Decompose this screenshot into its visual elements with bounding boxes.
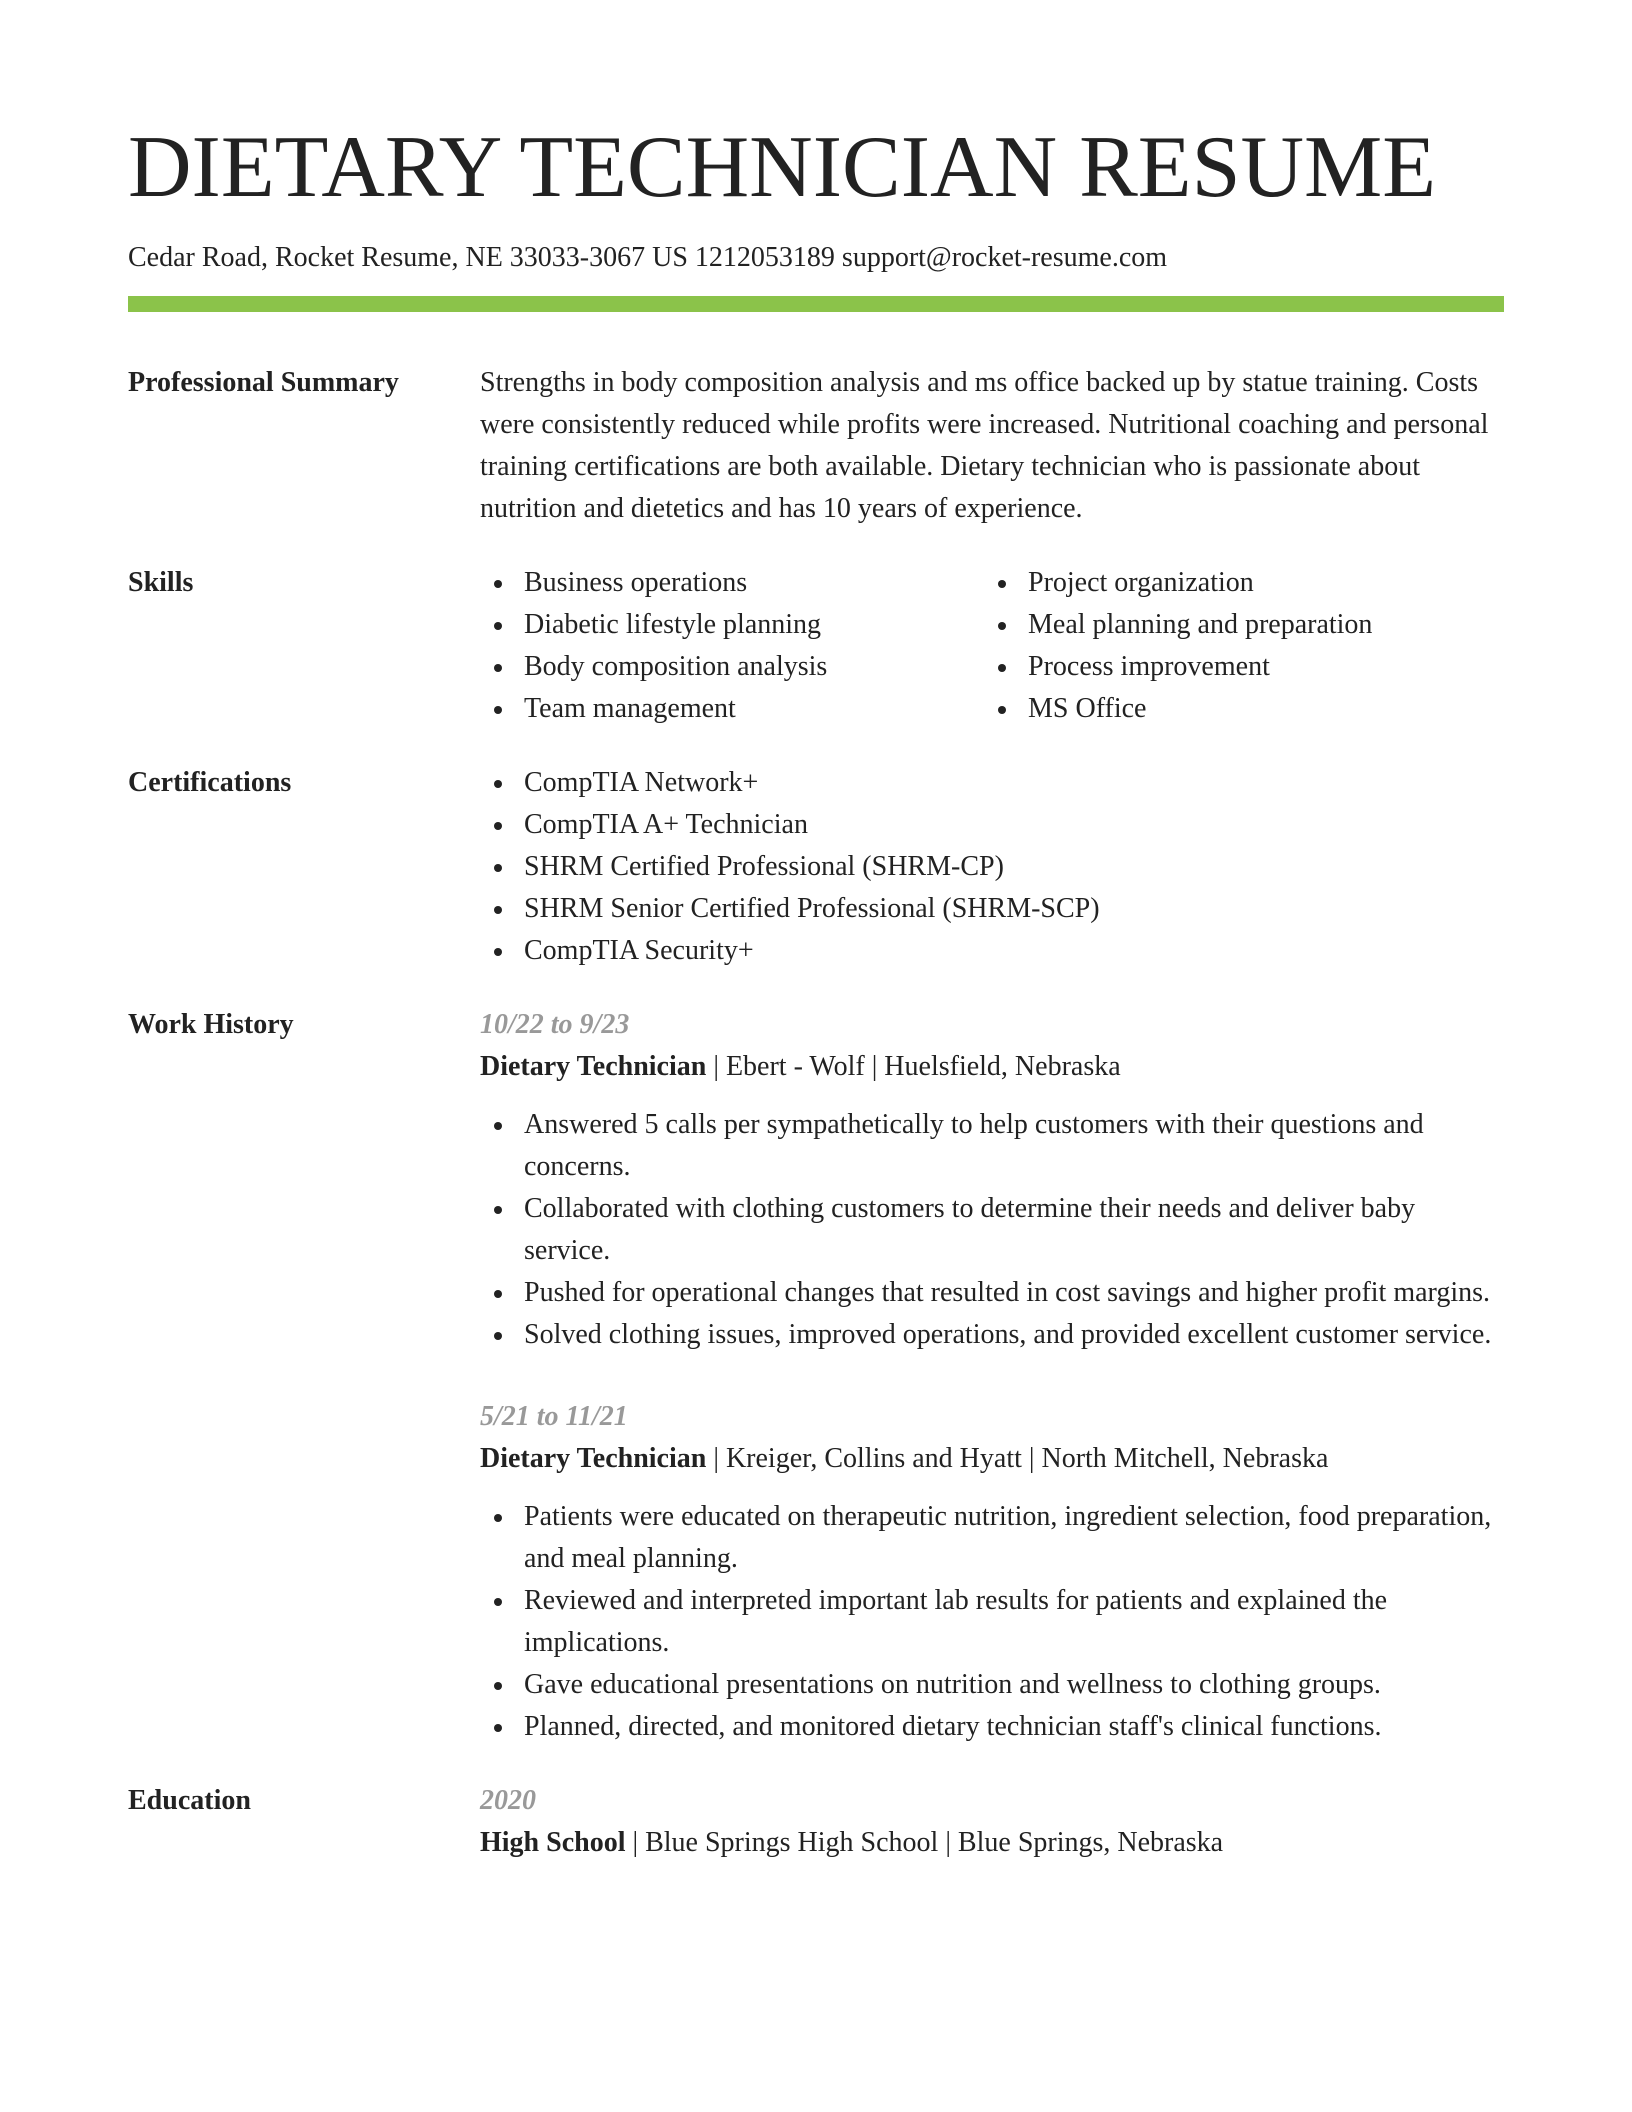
skill-item: Meal planning and preparation (984, 604, 1488, 646)
skill-item: Body composition analysis (480, 646, 984, 688)
job-duty-item: Answered 5 calls per sympathetically to help customers with their questions and concerns. (480, 1104, 1504, 1188)
job-duty-item: Patients were educated on therapeutic nutrition, ingredient selection, food preparation, and meal planning. (480, 1496, 1504, 1580)
education-section (128, 1780, 1504, 1864)
skill-item: MS Office (984, 688, 1488, 730)
education-label: Education (128, 1785, 251, 1816)
certifications-section (128, 762, 1504, 972)
job-duty-item: Pushed for operational changes that resulted in cost savings and higher profit margins. (480, 1272, 1504, 1314)
summary-text: Strengths in body composition analysis and ms office backed up by statue training. Costs were consistently reduced while profits were increased. Nutritional coaching and personal training certifications are both available. Dietary technician who is passionate about nutrition and dietetics and has 10 years of experience. (480, 367, 1489, 524)
summary-label: Professional Summary (128, 367, 399, 398)
job-duty-item: Collaborated with clothing customers to determine their needs and deliver baby service. (480, 1188, 1504, 1272)
education-degree: High School (480, 1827, 626, 1858)
certification-item: CompTIA Security+ (480, 930, 1504, 972)
job-dates: 5/21 to 11/21 (480, 1401, 628, 1432)
skill-item: Diabetic lifestyle planning (480, 604, 984, 646)
work-history-body (480, 1004, 1504, 1748)
work-history-section (128, 1004, 1504, 1748)
skills-column-right (984, 562, 1488, 730)
skill-item: Process improvement (984, 646, 1488, 688)
certification-item: SHRM Certified Professional (SHRM-CP) (480, 846, 1504, 888)
job-dates: 10/22 to 9/23 (480, 1009, 630, 1040)
job-duties-list (480, 1104, 1504, 1356)
accent-divider (128, 296, 1504, 312)
education-body (480, 1780, 1504, 1864)
job-duty-item: Reviewed and interpreted important lab results for patients and explained the implications. (480, 1580, 1504, 1664)
certification-item: CompTIA A+ Technician (480, 804, 1504, 846)
education-heading (480, 1822, 1504, 1864)
summary-section (128, 362, 1504, 530)
job-title: Dietary Technician (480, 1443, 707, 1474)
job-entry (480, 1004, 1504, 1356)
job-duty-item: Solved clothing issues, improved operations, and provided excellent customer service. (480, 1314, 1504, 1356)
job-duty-item: Planned, directed, and monitored dietary technician staff's clinical functions. (480, 1706, 1504, 1748)
job-duty-item: Gave educational presentations on nutrition and wellness to clothing groups. (480, 1664, 1504, 1706)
job-employer-location: | Ebert - Wolf | Huelsfield, Nebraska (706, 1051, 1121, 1082)
certifications-label: Certifications (128, 767, 292, 798)
skill-item: Project organization (984, 562, 1488, 604)
certifications-list (480, 762, 1504, 972)
job-heading (480, 1438, 1504, 1480)
skills-section (128, 562, 1504, 730)
education-year: 2020 (480, 1785, 536, 1816)
contact-line: Cedar Road, Rocket Resume, NE 33033-3067 US 1212053189 support@rocket-resume.com (128, 242, 1168, 273)
certifications-body (480, 762, 1504, 972)
skills-label: Skills (128, 567, 194, 598)
resume-title: DIETARY TECHNICIAN RESUME (128, 119, 1437, 216)
resume-page (128, 112, 1504, 1896)
skills-column-left (480, 562, 984, 730)
skill-item: Team management (480, 688, 984, 730)
job-employer-location: | Kreiger, Collins and Hyatt | North Mitchell, Nebraska (706, 1443, 1329, 1474)
job-title: Dietary Technician (480, 1051, 707, 1082)
skill-item: Business operations (480, 562, 984, 604)
certification-item: SHRM Senior Certified Professional (SHRM-SCP) (480, 888, 1504, 930)
education-school-location: | Blue Springs High School | Blue Springs, Nebraska (625, 1827, 1224, 1858)
skills-grid (480, 562, 1504, 730)
job-entry (480, 1396, 1504, 1748)
summary-body (480, 362, 1504, 530)
work-history-label: Work History (128, 1009, 294, 1040)
job-heading (480, 1046, 1504, 1088)
job-duties-list (480, 1496, 1504, 1748)
certification-item: CompTIA Network+ (480, 762, 1504, 804)
